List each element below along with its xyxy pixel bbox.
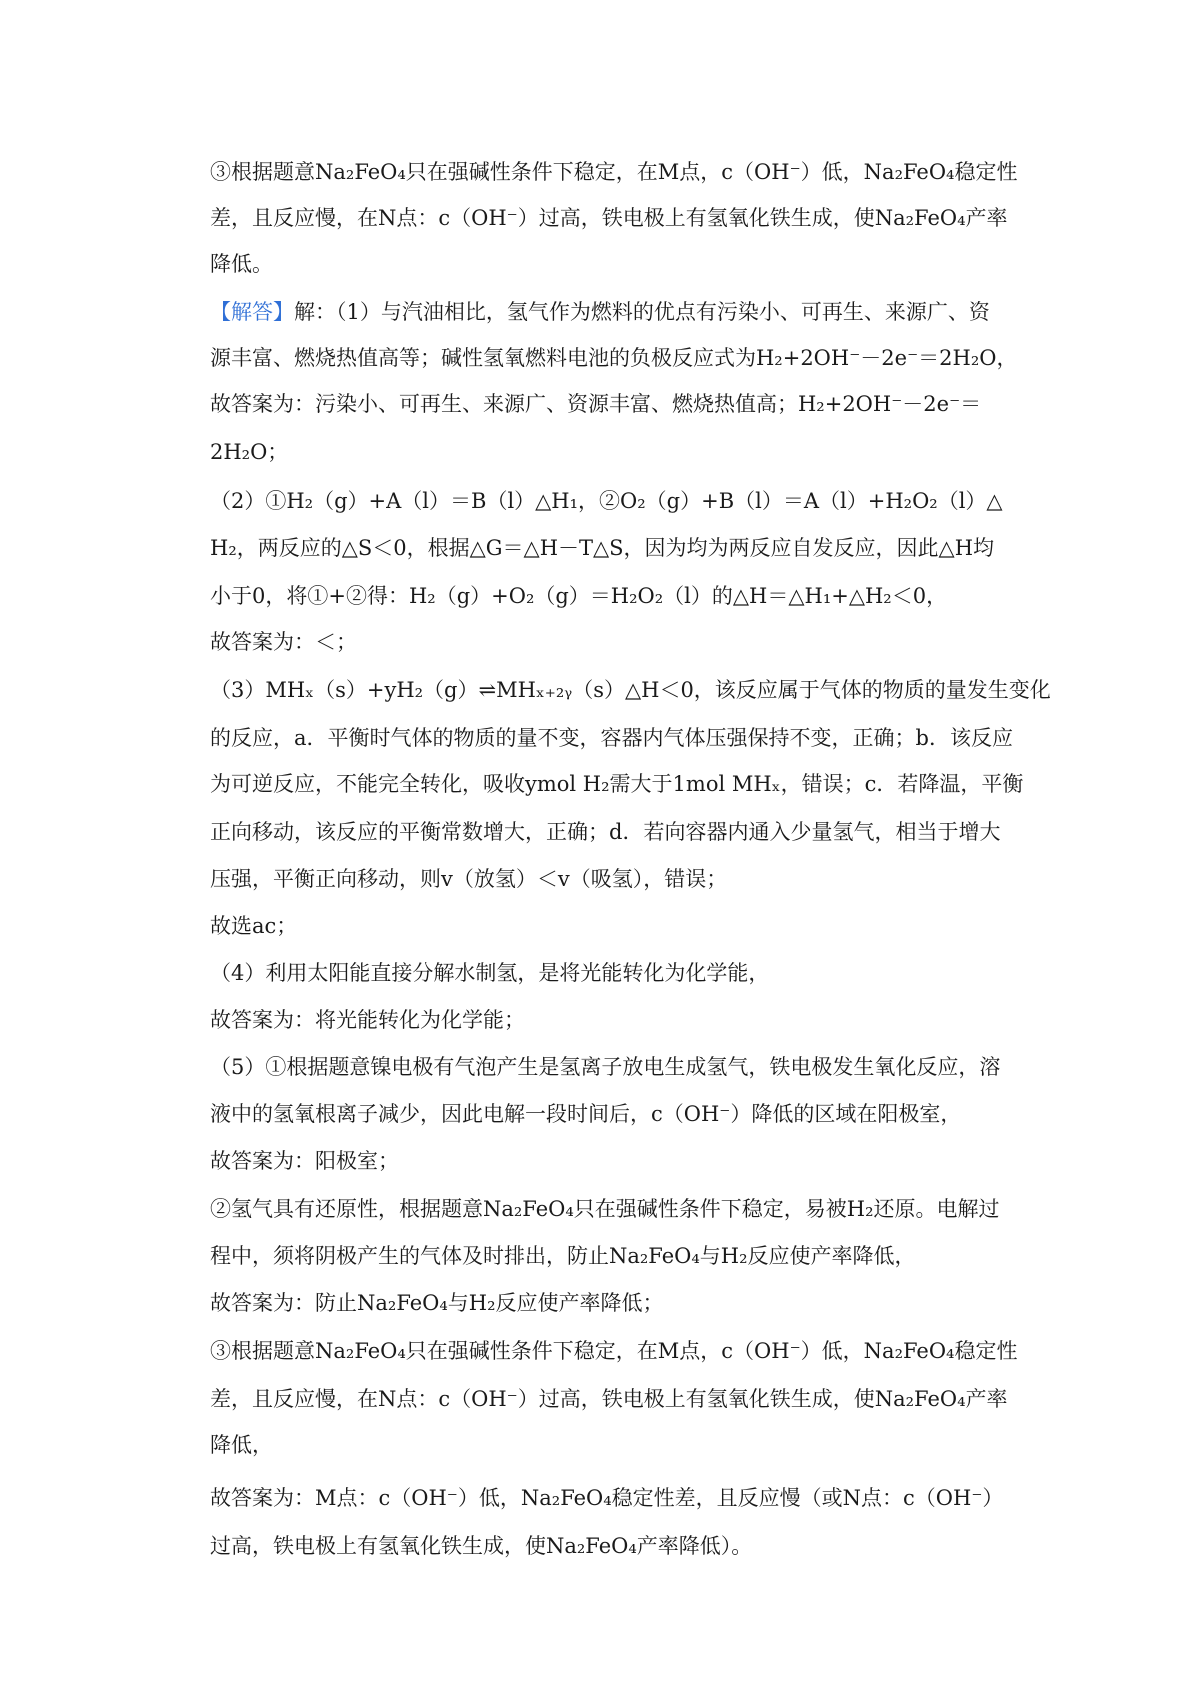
text-line: ③根据题意Na₂FeO₄只在强碱性条件下稳定，在M点，c（OH⁻）低，Na₂FeO₄稳定性	[210, 160, 1018, 184]
text-line: 程中，须将阴极产生的气体及时排出，防止Na₂FeO₄与H₂反应使产率降低，	[210, 1244, 916, 1268]
text-line: 故答案为：防止Na₂FeO₄与H₂反应使产率降低；	[210, 1291, 664, 1315]
text-line: 液中的氢氧根离子减少，因此电解一段时间后，c（OH⁻）降低的区域在阳极室，	[210, 1102, 962, 1126]
text-line: 故选ac；	[210, 914, 298, 938]
text-line: 故答案为：将光能转化为化学能；	[210, 1008, 525, 1032]
text-line: 解：（1）与汽油相比，氢气作为燃料的优点有污染小、可再生、来源广、资	[294, 300, 990, 324]
text-line: 故答案为：M点：c（OH⁻）低，Na₂FeO₄稳定性差，且反应慢（或N点：c（OH⁻）	[210, 1486, 1004, 1510]
text-line: 小于0，将①+②得：H₂（g）+O₂（g）＝H₂O₂（l）的△H＝△H₁+△H₂＜0，	[210, 584, 948, 608]
text-line: （3）MHₓ（s）+yH₂（g）⇌MHₓ₊₂ᵧ（s）△H＜0，该反应属于气体的物质的量发生变化	[210, 678, 1051, 702]
text-line: （4）利用太阳能直接分解水制氢，是将光能转化为化学能，	[210, 961, 770, 985]
text-line: （5）①根据题意镍电极有气泡产生是氢离子放电生成氢气，铁电极发生氧化反应，溶	[210, 1055, 1001, 1079]
text-line: 故答案为：污染小、可再生、来源广、资源丰富、燃烧热值高；H₂+2OH⁻－2e⁻＝	[210, 392, 982, 416]
answer-line	[210, 297, 1030, 327]
text-line: 降低，	[210, 1433, 273, 1457]
text-line: H₂，两反应的△S＜0，根据△G＝△H－T△S，因为均为两反应自发反应，因此△H均	[210, 536, 995, 560]
text-line: 故答案为：阳极室；	[210, 1149, 399, 1173]
text-line: 源丰富、燃烧热值高等；碱性氢氧燃料电池的负极反应式为H₂+2OH⁻－2e⁻＝2H₂O，	[210, 346, 1018, 370]
text-line: ②氢气具有还原性，根据题意Na₂FeO₄只在强碱性条件下稳定，易被H₂还原。电解过	[210, 1197, 1000, 1221]
text-line: 正向移动，该反应的平衡常数增大，正确；d．若向容器内通入少量氢气，相当于增大	[210, 820, 1001, 844]
text-line: 降低。	[210, 252, 273, 276]
text-line: 差，且反应慢，在N点：c（OH⁻）过高，铁电极上有氢氧化铁生成，使Na₂FeO₄产率	[210, 1387, 1008, 1411]
text-line: 的反应，a．平衡时气体的物质的量不变，容器内气体压强保持不变，正确；b．该反应	[210, 726, 1013, 750]
text-line: 2H₂O；	[210, 440, 289, 464]
text-line: 故答案为：＜；	[210, 630, 357, 654]
text-line: 差，且反应慢，在N点：c（OH⁻）过高，铁电极上有氢氧化铁生成，使Na₂FeO₄产率	[210, 206, 1008, 230]
text-line: 为可逆反应，不能完全转化，吸收ymol H₂需大于1mol MHₓ，错误；c．若降温，平衡	[210, 772, 1024, 796]
text-line: ③根据题意Na₂FeO₄只在强碱性条件下稳定，在M点，c（OH⁻）低，Na₂FeO₄稳定性	[210, 1339, 1018, 1363]
answer-tag: 【解答】	[210, 300, 294, 324]
text-line: （2）①H₂（g）+A（l）＝B（l）△H₁，②O₂（g）+B（l）＝A（l）+H₂O₂（l）△	[210, 489, 1003, 513]
text-line: 过高，铁电极上有氢氧化铁生成，使Na₂FeO₄产率降低）。	[210, 1534, 753, 1558]
text-line: 压强，平衡正向移动，则v（放氢）＜v（吸氢），错误；	[210, 867, 728, 891]
